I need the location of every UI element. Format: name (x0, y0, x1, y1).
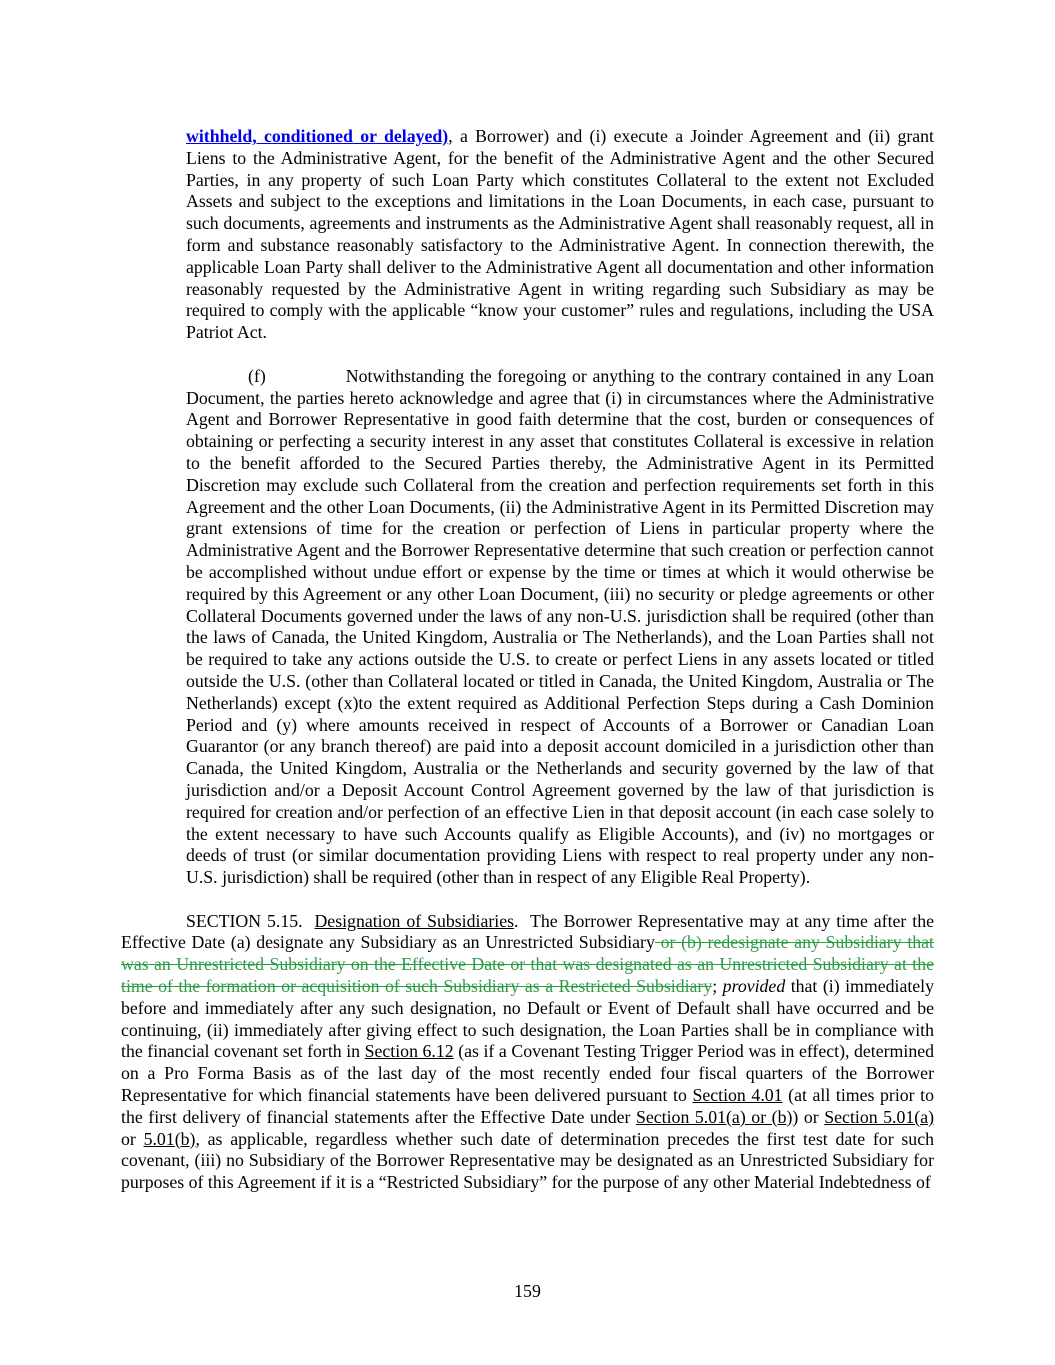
section-heading: Designation of Subsidiaries (314, 910, 515, 931)
section-ref-5-01b: 5.01(b) (143, 1128, 196, 1149)
page-number: 159 (514, 1281, 541, 1301)
paragraph-text: , a Borrower) and (i) execute a Joinder Agreement and (ii) grant Liens to the Administrative Agent, for the benefit of the Administrative Agent and the other Secured Parties, in any property of such Loan Party which constitutes Collateral to the extent not Excluded Assets and subject to the exceptions and limitations in the Loan Documents, in each case, pursuant to such documents, agreements and instruments as the Administrative Agent shall reasonably request, all in form and substance reasonably satisfactory to the Administrative Agent. In connection therewith, the applicable Loan Party shall deliver to the Administrative Agent all documentation and other information reasonably requested by the Administrative Agent in writing regarding such Subsidiary as may be required to comply with the applicable “know your customer” rules and regulations, including the USA Patriot Act. (186, 126, 934, 343)
paragraph-text: ) or (792, 1106, 825, 1127)
paragraph-text: or (121, 1128, 144, 1149)
section-ref-5-01ab: Section 5.01(a) or (b) (636, 1106, 793, 1127)
paragraph-text: Notwithstanding the foregoing or anything to the contrary contained in any Loan Document, the parties hereto acknowledge and agree that (i) in circumstances where the Administrative Agent and Borrower Representative in good faith determine that the cost, burden or consequences of obtaining or perfecting a security interest in any asset that constitutes Collateral is excessive in relation to the benefit afforded to the Secured Parties thereby, the Administrative Agent in its Permitted Discretion may exclude such Collateral from the creation and perfection requirements set forth in this Agreement and the other Loan Documents, (ii) the Administrative Agent in its Permitted Discretion may grant extensions of time for the creation or perfection of Liens in particular property where the Administrative Agent and the Borrower Representative determine that such creation or perfection cannot be accomplished without undue effort or expense by the time or times at which it would otherwise be required by this Agreement or any other Loan Document, (iii) no security or pledge agreements or other Collateral Documents governed under the laws of any non-U.S. jurisdiction shall be required (other than the laws of Canada, the United Kingdom, Australia or The Netherlands), and the Loan Parties shall not be required to take any actions outside the U.S. to create or perfect Liens in any assets located or titled outside the U.S. (other than Collateral located or titled in Canada, the United Kingdom, Australia or The Netherlands) except (x)to the extent required as Additional Perfection Steps during a Cash Dominion Period and (y) where amounts received in respect of Accounts of a Borrower or Canadian Loan Guarantor (or any branch thereof) are paid into a deposit account domiciled in a jurisdiction other than Canada, the United Kingdom, Australia or the Netherlands and security governed by the law of that jurisdiction and/or a Deposit Account Control Agreement governed by the law of that jurisdiction is required for creation and/or perfection of an effective Lien in that deposit account (in each case solely to the extent necessary to have such Accounts qualify as Eligible Accounts), and (iv) no mortgages or deeds of trust (or similar documentation providing Liens with respect to real property under any non-U.S. jurisdiction) shall be required (other than in respect of any Eligible Real Property). (186, 365, 934, 888)
deleted-text: or (b) redesignate any Subsidiary that was an Unrestricted Subsidiary on the Effective Date or that was designated as an Unrestricted Subsidiary at the time of the formation or acquisition of such Subsidiary as a Restricted Subsidiary (121, 932, 934, 997)
proviso-word: provided (722, 976, 786, 997)
paragraph-text: (as if a Covenant Testing Trigger Period was in effect), determined on a Pro Forma Basis as of the last day of the most recently ended four fiscal quarters of the Borrower Representative for which financial statements have been delivered pursuant to (121, 1041, 934, 1106)
section-number: SECTION 5.15. (186, 910, 315, 931)
section-ref-5-01a: Section 5.01(a) (824, 1106, 935, 1127)
section-ref-4-01: Section 4.01 (692, 1085, 783, 1106)
paragraph-text: (at all times prior to the first delivery of financial statements after the Effective Date under (121, 1085, 935, 1127)
paragraph-text: ; (712, 976, 723, 997)
section-5-15-paragraph (121, 911, 934, 1194)
page-body (121, 126, 934, 1216)
section-ref-6-12: Section 6.12 (364, 1041, 454, 1062)
paragraph-f (186, 366, 934, 889)
inserted-text: withheld, conditioned or delayed) (186, 126, 449, 146)
paragraph-continuation (186, 126, 934, 344)
paragraph-text: , as applicable, regardless whether such date of determination precedes the first test date for such covenant, (iii) no Subsidiary of the Borrower Representative may be designated as an Unrestricted Subsidiary for purposes of this Agreement if it is a “Restricted Subsidiary” for the purpose of any other Material Indebtedness of (121, 1128, 934, 1193)
clause-f-label: (f) (248, 365, 266, 386)
paragraph-text: . The Borrower Representative may at any time after the Effective Date (a) designate any Subsidiary as an Unrestricted Subsidiary (121, 910, 935, 953)
paragraph-text: that (i) immediately before and immediately after any such designation, no Default or Event of Default shall have occurred and be continuing, (ii) immediately after giving effect to such designation, the Loan Parties shall be in compliance with the financial covenant set forth in (121, 976, 934, 1062)
